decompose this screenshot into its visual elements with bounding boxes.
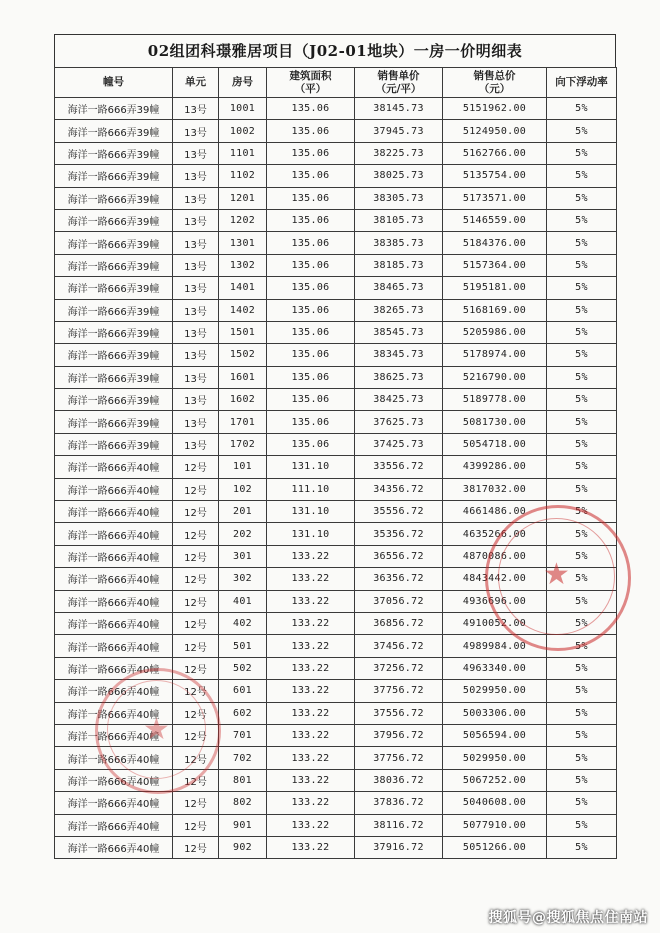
cell-unit: 13号: [173, 165, 219, 187]
table-row: [55, 344, 617, 366]
cell-building: 海洋一路666弄40幢: [55, 523, 173, 545]
cell-room: 1601: [219, 366, 267, 388]
cell-room: 501: [219, 635, 267, 657]
cell-unit: 13号: [173, 254, 219, 276]
cell-unit: 13号: [173, 366, 219, 388]
table-row: [55, 98, 617, 120]
cell-unit: 12号: [173, 545, 219, 567]
cell-unit-price: 35556.72: [355, 501, 443, 523]
cell-building: 海洋一路666弄39幢: [55, 165, 173, 187]
cell-unit-price: 37456.72: [355, 635, 443, 657]
cell-unit: 12号: [173, 747, 219, 769]
cell-area: 133.22: [267, 814, 355, 836]
cell-float-rate: 5%: [547, 344, 617, 366]
cell-float-rate: 5%: [547, 635, 617, 657]
table-header-row: [55, 68, 617, 98]
cell-building: 海洋一路666弄40幢: [55, 590, 173, 612]
table-row: [55, 702, 617, 724]
cell-building: 海洋一路666弄40幢: [55, 702, 173, 724]
cell-total-price: 5051266.00: [443, 836, 547, 858]
table-row: [55, 142, 617, 164]
table-row: [55, 321, 617, 343]
cell-float-rate: 5%: [547, 680, 617, 702]
table-row: [55, 590, 617, 612]
table-row: [55, 501, 617, 523]
cell-unit-price: 33556.72: [355, 456, 443, 478]
cell-building: 海洋一路666弄40幢: [55, 792, 173, 814]
table-row: [55, 657, 617, 679]
cell-room: 202: [219, 523, 267, 545]
cell-area: 133.22: [267, 635, 355, 657]
cell-unit-price: 37956.72: [355, 724, 443, 746]
cell-area: 111.10: [267, 478, 355, 500]
cell-building: 海洋一路666弄40幢: [55, 680, 173, 702]
cell-float-rate: 5%: [547, 232, 617, 254]
cell-float-rate: 5%: [547, 612, 617, 634]
cell-unit-price: 38265.73: [355, 299, 443, 321]
table-row: [55, 456, 617, 478]
cell-float-rate: 5%: [547, 747, 617, 769]
cell-float-rate: 5%: [547, 456, 617, 478]
cell-room: 101: [219, 456, 267, 478]
cell-total-price: 5205986.00: [443, 321, 547, 343]
cell-area: 133.22: [267, 657, 355, 679]
cell-unit-price: 38425.73: [355, 389, 443, 411]
cell-room: 1102: [219, 165, 267, 187]
table-row: [55, 187, 617, 209]
cell-total-price: 5216790.00: [443, 366, 547, 388]
cell-room: 1302: [219, 254, 267, 276]
cell-total-price: 4936696.00: [443, 590, 547, 612]
cell-total-price: 5157364.00: [443, 254, 547, 276]
cell-total-price: 5077910.00: [443, 814, 547, 836]
cell-room: 1602: [219, 389, 267, 411]
cell-area: 135.06: [267, 187, 355, 209]
cell-total-price: 4963340.00: [443, 657, 547, 679]
cell-room: 1501: [219, 321, 267, 343]
table-row: [55, 545, 617, 567]
cell-room: 1101: [219, 142, 267, 164]
cell-total-price: 5162766.00: [443, 142, 547, 164]
cell-building: 海洋一路666弄39幢: [55, 142, 173, 164]
star-icon: ★: [143, 712, 170, 747]
cell-building: 海洋一路666弄39幢: [55, 366, 173, 388]
cell-total-price: 5189778.00: [443, 389, 547, 411]
cell-total-price: 5003306.00: [443, 702, 547, 724]
cell-area: 135.06: [267, 98, 355, 120]
cell-unit-price: 36356.72: [355, 568, 443, 590]
table-row: [55, 478, 617, 500]
cell-total-price: 5173571.00: [443, 187, 547, 209]
cell-unit-price: 38105.73: [355, 209, 443, 231]
cell-unit: 12号: [173, 478, 219, 500]
cell-total-price: 5040608.00: [443, 792, 547, 814]
cell-unit: 13号: [173, 321, 219, 343]
cell-room: 802: [219, 792, 267, 814]
cell-unit-price: 37556.72: [355, 702, 443, 724]
cell-room: 1702: [219, 433, 267, 455]
cell-float-rate: 5%: [547, 277, 617, 299]
table-row: [55, 769, 617, 791]
cell-area: 135.06: [267, 232, 355, 254]
cell-area: 131.10: [267, 501, 355, 523]
cell-total-price: 5124950.00: [443, 120, 547, 142]
cell-room: 301: [219, 545, 267, 567]
cell-area: 135.06: [267, 142, 355, 164]
table-row: [55, 523, 617, 545]
cell-unit: 12号: [173, 590, 219, 612]
table-row: [55, 680, 617, 702]
cell-total-price: 4635266.00: [443, 523, 547, 545]
cell-float-rate: 5%: [547, 792, 617, 814]
cell-unit-price: 37916.72: [355, 836, 443, 858]
cell-building: 海洋一路666弄39幢: [55, 344, 173, 366]
cell-area: 133.22: [267, 836, 355, 858]
cell-room: 1502: [219, 344, 267, 366]
cell-float-rate: 5%: [547, 187, 617, 209]
cell-unit-price: 38116.72: [355, 814, 443, 836]
cell-unit: 13号: [173, 187, 219, 209]
cell-unit-price: 37425.73: [355, 433, 443, 455]
cell-unit: 12号: [173, 724, 219, 746]
cell-float-rate: 5%: [547, 389, 617, 411]
cell-unit: 12号: [173, 501, 219, 523]
cell-area: 133.22: [267, 747, 355, 769]
cell-unit-price: 38036.72: [355, 769, 443, 791]
cell-unit: 13号: [173, 433, 219, 455]
cell-float-rate: 5%: [547, 142, 617, 164]
cell-unit: 13号: [173, 120, 219, 142]
cell-total-price: 5056594.00: [443, 724, 547, 746]
cell-float-rate: 5%: [547, 120, 617, 142]
cell-building: 海洋一路666弄39幢: [55, 389, 173, 411]
watermark-text: 搜狐号@搜狐焦点住南站: [488, 910, 648, 926]
cell-area: 133.22: [267, 568, 355, 590]
cell-unit-price: 38345.73: [355, 344, 443, 366]
cell-building: 海洋一路666弄39幢: [55, 187, 173, 209]
header-unit-price: 销售单价 （元/平）: [355, 68, 443, 98]
cell-unit: 13号: [173, 142, 219, 164]
cell-room: 801: [219, 769, 267, 791]
header-total-price: 销售总价 （元）: [443, 68, 547, 98]
cell-float-rate: 5%: [547, 411, 617, 433]
cell-building: 海洋一路666弄39幢: [55, 98, 173, 120]
cell-building: 海洋一路666弄39幢: [55, 321, 173, 343]
header-float-rate: 向下浮动率: [547, 68, 617, 98]
cell-area: 133.22: [267, 724, 355, 746]
cell-float-rate: 5%: [547, 254, 617, 276]
cell-unit-price: 35356.72: [355, 523, 443, 545]
table-row: [55, 635, 617, 657]
cell-room: 1002: [219, 120, 267, 142]
cell-float-rate: 5%: [547, 366, 617, 388]
cell-total-price: 5184376.00: [443, 232, 547, 254]
cell-building: 海洋一路666弄39幢: [55, 254, 173, 276]
cell-room: 302: [219, 568, 267, 590]
cell-area: 135.06: [267, 165, 355, 187]
cell-unit-price: 38225.73: [355, 142, 443, 164]
cell-unit: 12号: [173, 635, 219, 657]
table-row: [55, 814, 617, 836]
cell-area: 133.22: [267, 612, 355, 634]
cell-float-rate: 5%: [547, 433, 617, 455]
cell-unit: 12号: [173, 680, 219, 702]
table-row: [55, 568, 617, 590]
cell-float-rate: 5%: [547, 568, 617, 590]
cell-unit: 12号: [173, 657, 219, 679]
table-row: [55, 366, 617, 388]
table-row: [55, 232, 617, 254]
cell-area: 133.22: [267, 545, 355, 567]
cell-float-rate: 5%: [547, 545, 617, 567]
cell-unit-price: 38145.73: [355, 98, 443, 120]
cell-total-price: 5054718.00: [443, 433, 547, 455]
cell-total-price: 5151962.00: [443, 98, 547, 120]
cell-unit-price: 38385.73: [355, 232, 443, 254]
cell-total-price: 5067252.00: [443, 769, 547, 791]
table-row: [55, 389, 617, 411]
table-title: 02组团科璟雅居项目（J02-01地块）一房一价明细表: [54, 34, 616, 67]
cell-float-rate: 5%: [547, 590, 617, 612]
cell-total-price: 4661486.00: [443, 501, 547, 523]
cell-unit: 13号: [173, 411, 219, 433]
cell-building: 海洋一路666弄40幢: [55, 478, 173, 500]
cell-total-price: 5029950.00: [443, 747, 547, 769]
cell-unit-price: 37756.72: [355, 680, 443, 702]
cell-unit: 12号: [173, 792, 219, 814]
cell-total-price: 5178974.00: [443, 344, 547, 366]
cell-float-rate: 5%: [547, 836, 617, 858]
cell-float-rate: 5%: [547, 165, 617, 187]
cell-unit-price: 37625.73: [355, 411, 443, 433]
cell-area: 135.06: [267, 433, 355, 455]
table-row: [55, 792, 617, 814]
cell-unit: 13号: [173, 277, 219, 299]
table-row: [55, 747, 617, 769]
cell-unit: 12号: [173, 456, 219, 478]
table-row: [55, 254, 617, 276]
cell-area: 133.22: [267, 702, 355, 724]
cell-total-price: 3817032.00: [443, 478, 547, 500]
table-row: [55, 277, 617, 299]
cell-building: 海洋一路666弄39幢: [55, 232, 173, 254]
cell-building: 海洋一路666弄39幢: [55, 209, 173, 231]
cell-total-price: 4399286.00: [443, 456, 547, 478]
header-room: 房号: [219, 68, 267, 98]
cell-float-rate: 5%: [547, 321, 617, 343]
cell-room: 1401: [219, 277, 267, 299]
cell-float-rate: 5%: [547, 702, 617, 724]
header-building: 幢号: [55, 68, 173, 98]
cell-float-rate: 5%: [547, 501, 617, 523]
cell-room: 102: [219, 478, 267, 500]
cell-area: 135.06: [267, 411, 355, 433]
table-row: [55, 120, 617, 142]
cell-total-price: 5029950.00: [443, 680, 547, 702]
cell-building: 海洋一路666弄40幢: [55, 814, 173, 836]
cell-unit: 13号: [173, 209, 219, 231]
cell-building: 海洋一路666弄40幢: [55, 724, 173, 746]
cell-total-price: 4870086.00: [443, 545, 547, 567]
cell-area: 135.06: [267, 277, 355, 299]
cell-room: 601: [219, 680, 267, 702]
cell-unit-price: 36856.72: [355, 612, 443, 634]
table-row: [55, 299, 617, 321]
cell-float-rate: 5%: [547, 814, 617, 836]
cell-area: 133.22: [267, 792, 355, 814]
table-row: [55, 836, 617, 858]
cell-unit: 12号: [173, 769, 219, 791]
cell-total-price: 4910052.00: [443, 612, 547, 634]
cell-room: 701: [219, 724, 267, 746]
cell-unit: 13号: [173, 232, 219, 254]
cell-room: 1001: [219, 98, 267, 120]
cell-area: 135.06: [267, 299, 355, 321]
cell-unit: 12号: [173, 814, 219, 836]
cell-unit-price: 37256.72: [355, 657, 443, 679]
cell-float-rate: 5%: [547, 209, 617, 231]
cell-unit-price: 34356.72: [355, 478, 443, 500]
cell-total-price: 5081730.00: [443, 411, 547, 433]
cell-total-price: 5195181.00: [443, 277, 547, 299]
cell-area: 135.06: [267, 344, 355, 366]
cell-room: 1201: [219, 187, 267, 209]
cell-building: 海洋一路666弄39幢: [55, 277, 173, 299]
cell-unit-price: 38185.73: [355, 254, 443, 276]
cell-float-rate: 5%: [547, 478, 617, 500]
table-row: [55, 724, 617, 746]
star-icon: ★: [543, 557, 570, 592]
cell-unit-price: 37836.72: [355, 792, 443, 814]
cell-room: 1301: [219, 232, 267, 254]
cell-building: 海洋一路666弄40幢: [55, 635, 173, 657]
cell-unit-price: 37756.72: [355, 747, 443, 769]
cell-unit-price: 37945.73: [355, 120, 443, 142]
cell-total-price: 5135754.00: [443, 165, 547, 187]
cell-unit-price: 36556.72: [355, 545, 443, 567]
cell-area: 135.06: [267, 366, 355, 388]
cell-unit-price: 38305.73: [355, 187, 443, 209]
header-unit: 单元: [173, 68, 219, 98]
cell-area: 133.22: [267, 590, 355, 612]
table-row: [55, 165, 617, 187]
cell-building: 海洋一路666弄39幢: [55, 411, 173, 433]
cell-unit: 12号: [173, 612, 219, 634]
cell-float-rate: 5%: [547, 299, 617, 321]
cell-unit-price: 38625.73: [355, 366, 443, 388]
cell-area: 133.22: [267, 769, 355, 791]
cell-unit-price: 37056.72: [355, 590, 443, 612]
cell-room: 1402: [219, 299, 267, 321]
cell-area: 135.06: [267, 120, 355, 142]
table-row: [55, 433, 617, 455]
table-body: [55, 98, 617, 859]
cell-building: 海洋一路666弄40幢: [55, 657, 173, 679]
cell-area: 131.10: [267, 456, 355, 478]
cell-building: 海洋一路666弄40幢: [55, 769, 173, 791]
cell-float-rate: 5%: [547, 98, 617, 120]
cell-room: 502: [219, 657, 267, 679]
cell-building: 海洋一路666弄40幢: [55, 456, 173, 478]
cell-total-price: 4989984.00: [443, 635, 547, 657]
cell-area: 131.10: [267, 523, 355, 545]
cell-room: 901: [219, 814, 267, 836]
cell-building: 海洋一路666弄40幢: [55, 747, 173, 769]
cell-unit: 12号: [173, 523, 219, 545]
cell-room: 1701: [219, 411, 267, 433]
cell-building: 海洋一路666弄40幢: [55, 612, 173, 634]
cell-unit: 12号: [173, 836, 219, 858]
cell-area: 133.22: [267, 680, 355, 702]
table-row: [55, 209, 617, 231]
cell-room: 201: [219, 501, 267, 523]
cell-unit-price: 38545.73: [355, 321, 443, 343]
cell-float-rate: 5%: [547, 657, 617, 679]
cell-room: 402: [219, 612, 267, 634]
cell-unit: 12号: [173, 568, 219, 590]
table-row: [55, 612, 617, 634]
cell-building: 海洋一路666弄39幢: [55, 433, 173, 455]
cell-room: 902: [219, 836, 267, 858]
cell-unit: 13号: [173, 389, 219, 411]
cell-unit: 13号: [173, 344, 219, 366]
cell-unit-price: 38465.73: [355, 277, 443, 299]
cell-building: 海洋一路666弄39幢: [55, 120, 173, 142]
cell-unit: 13号: [173, 98, 219, 120]
price-table: [54, 67, 617, 859]
cell-building: 海洋一路666弄40幢: [55, 501, 173, 523]
header-area: 建筑面积 （平）: [267, 68, 355, 98]
cell-room: 602: [219, 702, 267, 724]
cell-building: 海洋一路666弄40幢: [55, 836, 173, 858]
cell-area: 135.06: [267, 209, 355, 231]
cell-float-rate: 5%: [547, 523, 617, 545]
cell-room: 401: [219, 590, 267, 612]
cell-unit: 12号: [173, 702, 219, 724]
cell-float-rate: 5%: [547, 769, 617, 791]
cell-building: 海洋一路666弄39幢: [55, 299, 173, 321]
cell-area: 135.06: [267, 389, 355, 411]
cell-float-rate: 5%: [547, 724, 617, 746]
cell-room: 1202: [219, 209, 267, 231]
cell-room: 702: [219, 747, 267, 769]
cell-total-price: 4843442.00: [443, 568, 547, 590]
cell-building: 海洋一路666弄40幢: [55, 545, 173, 567]
cell-area: 135.06: [267, 254, 355, 276]
cell-area: 135.06: [267, 321, 355, 343]
cell-unit-price: 38025.73: [355, 165, 443, 187]
cell-unit: 13号: [173, 299, 219, 321]
cell-total-price: 5146559.00: [443, 209, 547, 231]
table-row: [55, 411, 617, 433]
cell-total-price: 5168169.00: [443, 299, 547, 321]
cell-building: 海洋一路666弄40幢: [55, 568, 173, 590]
